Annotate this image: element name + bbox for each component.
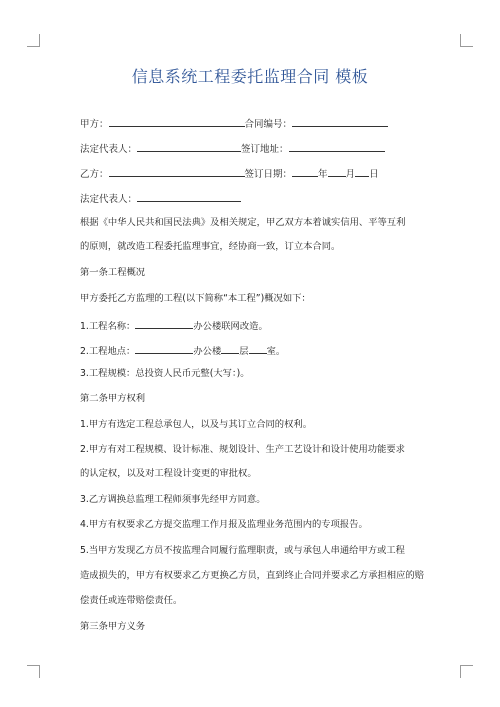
party-b-label: 乙方： [80,169,109,180]
right-2-line-1: 2.甲方有对工程规模、设计标准、规划设计、生产工艺设计和设计使用功能要求 [80,444,405,455]
legal-rep-row-2 [80,191,241,206]
legal-rep-label-1: 法定代表人： [80,144,138,155]
right-5-line-2: 造成损失的，甲方有权要求乙方更换乙方员，直到终止合同并要求乙方承担相应的赔 [80,570,424,581]
project-name-blank [135,318,193,329]
section-1-heading: 第一条工程概况 [80,267,146,278]
month-blank [328,166,346,177]
intro-line-2: 的原则，就改造工程委托监理事宜，经协商一致，订立本合同。 [80,241,341,252]
section-2-heading: 第二条甲方权利 [80,393,146,404]
year-label: 年 [318,169,328,180]
project-scale-item: 3.工程规模：总投资人民币元整(大写：)。 [80,368,250,379]
page-corner-mark-top-right [460,34,473,47]
legal-rep-row-1 [80,141,385,156]
right-1: 1.甲方有选定工程总承包人，以及与其订立合同的权利。 [80,419,312,430]
party-b-row [80,166,379,181]
right-3: 3.乙方调换总监理工程师须事先经甲方同意。 [80,494,266,505]
sign-place-blank [289,141,385,152]
project-name-suffix: 办公楼联网改造。 [193,321,268,332]
project-location-blank [135,343,193,354]
year-blank [292,166,318,177]
project-location-room: 室。 [266,346,286,357]
contract-no-blank [292,116,388,127]
project-location-label: 2.工程地点： [80,346,136,357]
sign-place-label: 签订地址： [241,144,289,155]
floor-blank [221,343,239,354]
right-2-line-2: 的认定权，以及对工程设计变更的审批权。 [80,468,257,479]
section-1-intro: 甲方委托乙方监理的工程(以下简称“本工程”)概况如下： [80,293,311,304]
party-b-blank [109,166,245,177]
intro-line-1: 根据《中华人民共和国民法典》及相关规定，甲乙双方本着诚实信用、平等互利 [80,217,406,228]
day-blank [355,166,369,177]
right-4: 4.甲方有权要求乙方提交监理工作月报及监理业务范围内的专项报告。 [80,519,368,530]
section-3-heading: 第三条甲方义务 [80,621,146,632]
party-a-blank [109,116,245,127]
document-title: 信息系统工程委托监理合同 模板 [131,67,369,86]
project-name-item [80,318,268,333]
page-corner-mark-bottom-left [27,665,40,678]
party-a-label: 甲方： [80,119,109,130]
project-location-item [80,343,285,358]
sign-date-label: 签订日期： [244,169,293,180]
legal-rep-label-2: 法定代表人： [80,194,138,205]
right-5-line-1: 5.当甲方发现乙方员不按监理合同履行监理职责，或与承包人串通给甲方或工程 [80,545,405,556]
contract-no-label: 合同编号： [244,119,293,130]
right-5-line-3: 偿责任或连带赔偿责任。 [80,595,183,606]
page-corner-mark-bottom-right [460,665,473,678]
project-location-floor: 层 [239,346,249,357]
room-blank [249,343,267,354]
legal-rep-blank-2 [137,191,241,202]
project-location-building: 办公楼 [193,346,222,357]
legal-rep-blank-1 [137,141,241,152]
party-a-row [80,116,388,131]
project-name-label: 1.工程名称： [80,321,136,332]
day-label: 日 [369,169,379,180]
page-corner-mark-top-left [27,34,40,47]
month-label: 月 [345,169,356,180]
